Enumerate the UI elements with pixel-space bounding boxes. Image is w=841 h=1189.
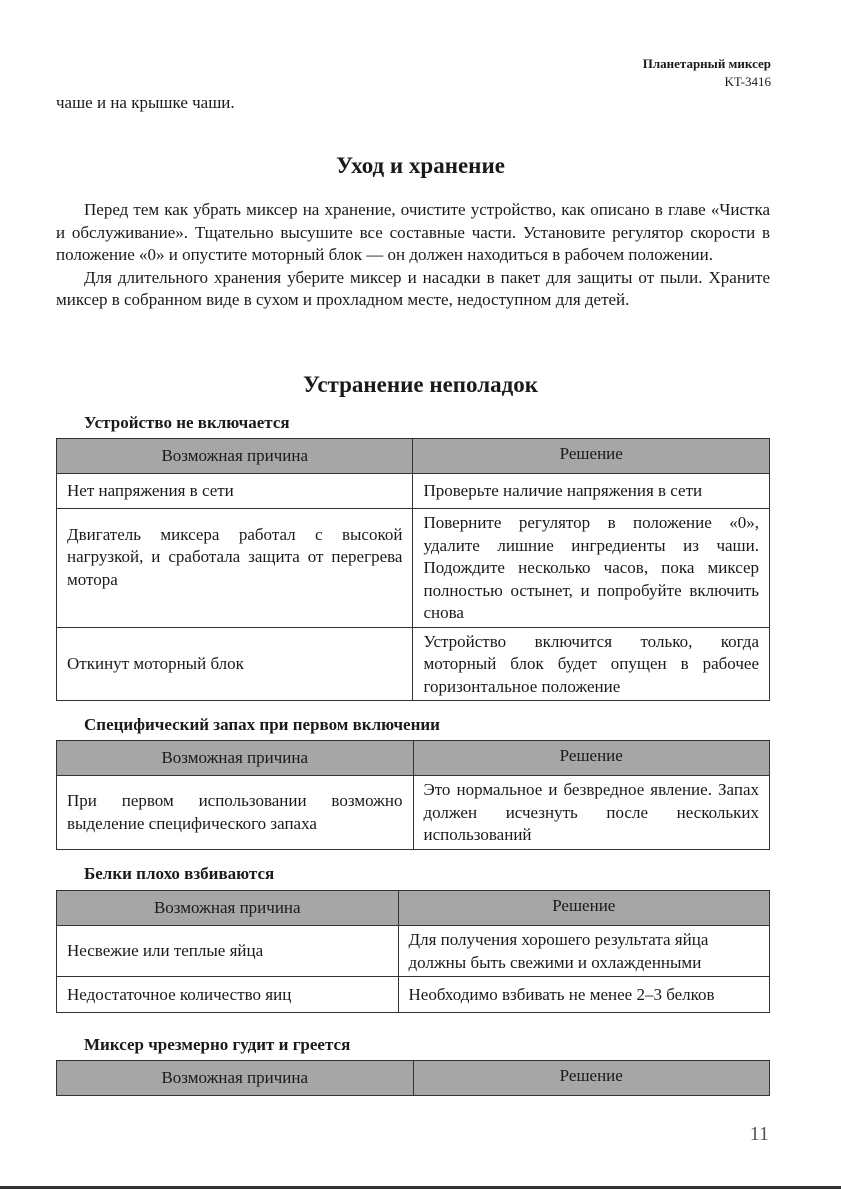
troubleshooting-heading: Устранение неполадок bbox=[302, 372, 539, 397]
table-row bbox=[57, 627, 770, 701]
section-title: Специфический запах при первом включении bbox=[84, 715, 440, 734]
cause-cell: Нет напряжения в сети bbox=[57, 474, 413, 509]
care-text bbox=[56, 199, 770, 312]
cause-cell: Двигатель миксера работал с высокой нагрузкой, и сработала защита от перегрева мотора bbox=[57, 509, 413, 628]
troubleshooting-table bbox=[56, 1060, 770, 1096]
table-row bbox=[57, 926, 770, 977]
solution-cell: Устройство включится только, когда моторный блок будет опущен в рабочее горизонтальное положение bbox=[413, 627, 770, 701]
continuation-text: чаше и на крышке чаши. bbox=[56, 93, 235, 112]
cause-cell: При первом использовании возможно выделение специфического запаха bbox=[57, 776, 414, 850]
solution-cell: Это нормальное и безвредное явление. Запах должен исчезнуть после нескольких использований bbox=[413, 776, 770, 850]
cause-cell: Недостаточное количество яиц bbox=[57, 977, 399, 1013]
column-header-solution: Решение bbox=[413, 741, 770, 776]
cause-cell: Несвежие или теплые яйца bbox=[57, 926, 399, 977]
troubleshooting-table bbox=[56, 740, 770, 850]
column-header-solution: Решение bbox=[398, 891, 769, 926]
column-header-solution: Решение bbox=[413, 439, 770, 474]
troubleshooting-table bbox=[56, 438, 770, 701]
table-header-row bbox=[57, 439, 770, 474]
care-heading: Уход и хранение bbox=[336, 153, 505, 178]
table-row bbox=[57, 977, 770, 1013]
solution-cell: Проверьте наличие напряжения в сети bbox=[413, 474, 770, 509]
column-header-cause: Возможная причина bbox=[57, 1061, 414, 1096]
header-product: Планетарный миксер bbox=[642, 56, 771, 71]
troubleshooting-table bbox=[56, 890, 770, 1013]
column-header-cause: Возможная причина bbox=[57, 439, 413, 474]
solution-cell: Необходимо взбивать не менее 2–3 белков bbox=[398, 977, 769, 1013]
table-header-row bbox=[57, 741, 770, 776]
header-model: KT-3416 bbox=[724, 74, 771, 89]
section-title: Миксер чрезмерно гудит и греется bbox=[84, 1035, 351, 1054]
solution-cell: Поверните регулятор в положение «0», удалите лишние ингредиенты из чаши. Подождите несколько часов, пока миксер полностью остынет, и попробуйте включить снова bbox=[413, 509, 770, 628]
table-header-row bbox=[57, 1061, 770, 1096]
solution-cell: Для получения хорошего результата яйца должны быть свежими и охлажденными bbox=[398, 926, 769, 977]
running-header bbox=[643, 55, 771, 91]
column-header-cause: Возможная причина bbox=[57, 891, 399, 926]
column-header-cause: Возможная причина bbox=[57, 741, 414, 776]
cause-cell: Откинут моторный блок bbox=[57, 627, 413, 701]
table-row bbox=[57, 474, 770, 509]
table-header-row bbox=[57, 891, 770, 926]
table-row bbox=[57, 776, 770, 850]
care-paragraph: Для длительного хранения уберите миксер и насадки в пакет для защиты от пыли. Храните миксер в собранном виде в сухом и прохладном месте, недоступном для детей. bbox=[56, 267, 770, 309]
section-title: Белки плохо взбиваются bbox=[84, 864, 275, 883]
page-number: 11 bbox=[749, 1123, 769, 1145]
table-row bbox=[57, 509, 770, 628]
care-paragraph: Перед тем как убрать миксер на хранение, очистите устройство, как описано в главе «Чистка и обслуживание». Тщательно высушите все составные части. Установите регулятор скорости в положение «0» и опустите моторный блок — он должен находиться в рабочем положении. bbox=[56, 200, 770, 264]
section-title: Устройство не включается bbox=[84, 413, 290, 432]
column-header-solution: Решение bbox=[413, 1061, 769, 1096]
